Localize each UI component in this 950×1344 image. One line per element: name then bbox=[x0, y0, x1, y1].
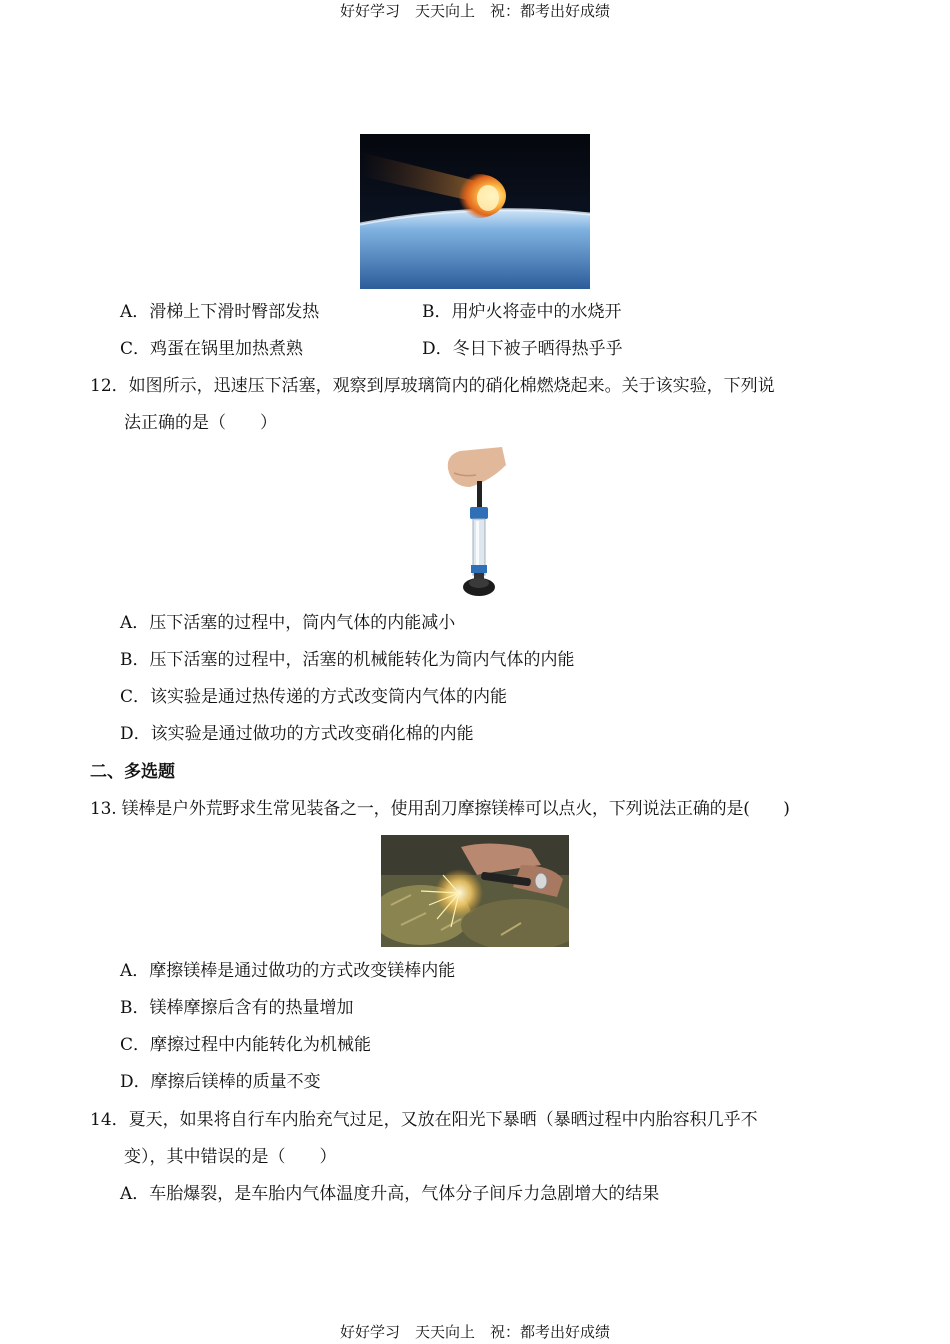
q12-option-d: D．该实验是通过做功的方式改变硝化棉的内能 bbox=[120, 724, 474, 744]
q11-option-b: B．用炉火将壶中的水烧开 bbox=[422, 302, 622, 322]
q11-option-a: A．滑梯上下滑时臀部发热 bbox=[120, 302, 320, 322]
q13-option-d: D．摩擦后镁棒的质量不变 bbox=[120, 1072, 321, 1092]
q11-option-c: C．鸡蛋在锅里加热煮熟 bbox=[120, 339, 304, 359]
q11-option-d: D．冬日下被子晒得热乎乎 bbox=[422, 339, 623, 359]
q12-stem-line2: 法正确的是（ ） bbox=[124, 413, 277, 433]
fire-syringe-image bbox=[440, 447, 510, 600]
reentry-capsule-image bbox=[360, 134, 590, 289]
magnesium-rod-image bbox=[381, 835, 569, 947]
q13-stem: 13. 镁棒是户外荒野求生常见装备之一，使用刮刀摩擦镁棒可以点火，下列说法正确的是( ) bbox=[90, 799, 790, 819]
q13-option-a: A．摩擦镁棒是通过做功的方式改变镁棒内能 bbox=[120, 961, 456, 981]
q13-option-c: C．摩擦过程中内能转化为机械能 bbox=[120, 1035, 372, 1055]
q14-stem-line1: 14．夏天，如果将自行车内胎充气过足，又放在阳光下暴晒（暴晒过程中内胎容积几乎不 bbox=[90, 1110, 758, 1130]
page-footer: 好好学习 天天向上 祝：都考出好成绩 bbox=[339, 1323, 610, 1341]
q12-option-b: B．压下活塞的过程中，活塞的机械能转化为筒内气体的内能 bbox=[120, 650, 575, 670]
q14-option-a: A．车胎爆裂，是车胎内气体温度升高，气体分子间斥力急剧增大的结果 bbox=[120, 1184, 660, 1204]
q12-option-c: C．该实验是通过热传递的方式改变筒内气体的内能 bbox=[120, 687, 508, 707]
section-title: 二、多选题 bbox=[90, 762, 175, 782]
q14-stem-line2: 变），其中错误的是（ ） bbox=[124, 1147, 337, 1167]
page-header: 好好学习 天天向上 祝：都考出好成绩 bbox=[339, 2, 610, 20]
q12-stem-line1: 12．如图所示，迅速压下活塞，观察到厚玻璃筒内的硝化棉燃烧起来。关于该实验，下列说 bbox=[90, 376, 775, 396]
q13-option-b: B．镁棒摩擦后含有的热量增加 bbox=[120, 998, 354, 1018]
q12-option-a: A．压下活塞的过程中，筒内气体的内能减小 bbox=[120, 613, 456, 633]
